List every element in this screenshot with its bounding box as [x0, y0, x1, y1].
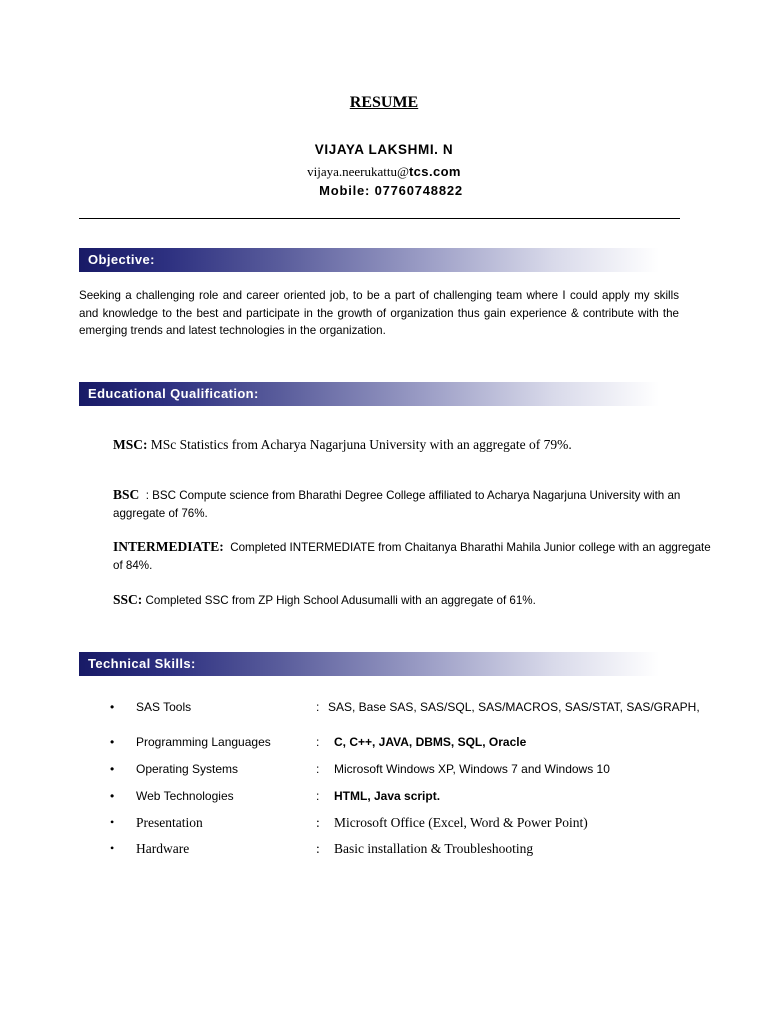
- bullet-icon: •: [110, 841, 115, 855]
- bullet-icon: •: [110, 700, 115, 714]
- bullet-icon: •: [110, 815, 115, 829]
- mobile-number: [0, 183, 768, 198]
- skill-value: Basic installation & Troubleshooting: [334, 841, 534, 856]
- education-item-ssc: [113, 591, 718, 610]
- skill-name: Presentation: [136, 815, 203, 830]
- skill-name: Web Technologies: [136, 789, 234, 803]
- skill-colon: :: [316, 762, 320, 776]
- skill-colon: :: [316, 815, 320, 830]
- skill-value: Microsoft Office (Excel, Word & Power Point): [334, 815, 588, 830]
- skill-value: HTML, Java script.: [334, 789, 441, 803]
- skill-row-presentation: [110, 815, 750, 835]
- skill-colon: :: [316, 789, 320, 803]
- education-label: SSC:: [113, 592, 143, 607]
- education-text: : BSC Compute science from Bharathi Degree College affiliated to Acharya Nagarjuna University with an aggregate of 76%.: [113, 489, 681, 520]
- objective-heading: Objective:: [79, 248, 659, 272]
- skill-row-web-technologies: [110, 789, 750, 809]
- education-text: MSc Statistics from Acharya Nagarjuna University with an aggregate of 79%.: [150, 437, 572, 452]
- mobile-text: Mobile: 07760748822: [319, 183, 463, 198]
- education-item-msc: [113, 436, 718, 455]
- education-item-bsc: [113, 486, 718, 522]
- skill-row-programming-languages: [110, 735, 750, 755]
- skill-name: SAS Tools: [136, 700, 192, 714]
- header-divider: [79, 218, 680, 219]
- education-heading: Educational Qualification:: [79, 382, 659, 406]
- skill-name: Hardware: [136, 841, 190, 856]
- skill-value: C, C++, JAVA, DBMS, SQL, Oracle: [334, 735, 527, 749]
- email-user: vijaya.neerukattu@: [307, 164, 409, 179]
- skill-name: Operating Systems: [136, 762, 239, 776]
- skill-name: Programming Languages: [136, 735, 271, 749]
- skill-value: SAS, Base SAS, SAS/SQL, SAS/MACROS, SAS/STAT, SAS/GRAPH,: [328, 700, 700, 714]
- education-text: Completed INTERMEDIATE from Chaitanya Bharathi Mahila Junior college with an aggregate of 84%.: [113, 541, 711, 572]
- document-title: RESUME: [349, 94, 419, 111]
- technical-skills-heading: Technical Skills:: [79, 652, 659, 676]
- education-label: MSC:: [113, 437, 148, 452]
- education-text: Completed SSC from ZP High School Adusumalli with an aggregate of 61%.: [145, 594, 536, 607]
- email-domain: tcs.com: [408, 164, 461, 179]
- skill-row-hardware: [110, 841, 750, 861]
- education-label: BSC: [113, 487, 140, 502]
- education-label: INTERMEDIATE:: [113, 539, 224, 554]
- education-item-intermediate: [113, 538, 718, 574]
- candidate-name: VIJAYA LAKSHMI. N: [314, 142, 454, 157]
- skill-colon: :: [316, 700, 320, 714]
- bullet-icon: •: [110, 789, 115, 803]
- bullet-icon: •: [110, 762, 115, 776]
- skill-colon: :: [316, 841, 320, 856]
- email-address: [0, 164, 768, 180]
- skill-value: Microsoft Windows XP, Windows 7 and Windows 10: [334, 762, 610, 776]
- objective-text: Seeking a challenging role and career oriented job, to be a part of challenging team where I could apply my skills and knowledge to the best and participate in the growth of organization thus gain experience & contribute with the emerging trends and latest technologies in the organization.: [79, 289, 679, 337]
- skill-row-sas-tools: [110, 700, 750, 720]
- skill-colon: :: [316, 735, 320, 749]
- skill-row-operating-systems: [110, 762, 750, 782]
- bullet-icon: •: [110, 735, 115, 749]
